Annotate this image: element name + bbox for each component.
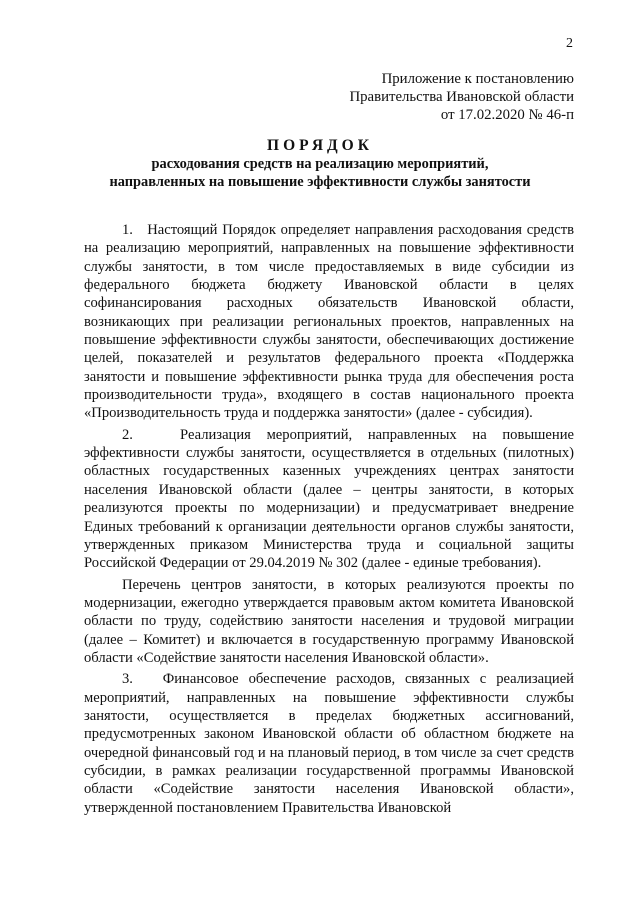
- document-title: [70, 136, 570, 191]
- paragraph-2: 2. Реализация мероприятий, направленных на повышение эффективности службы занятости, осуществляется в отдельных (пилотных) областных государственных казенных учреждениях центрах занятости населения Ивановской области (далее – центры занятости, в которых реализуются проекты по модернизации) и предусматривает внедрение Единых требований к организации деятельности органов службы занятости, утвержденных приказом Министерства труда и социальной защиты Российской Федерации от 29.04.2019 № 302 (далее - единые требования).: [84, 426, 574, 572]
- annex-line: Приложение к постановлению: [381, 71, 574, 87]
- document-body: [84, 221, 574, 820]
- title-main: ПОРЯДОК: [267, 137, 373, 154]
- annex-line: Правительства Ивановской области: [349, 89, 574, 105]
- paragraph-2-continued: Перечень центров занятости, в которых реализуются проекты по модернизации, ежегодно утверждается правовым актом комитета Ивановской области по труду, содействию занятости населения и трудовой миграции (далее – Комитет) и включается в государственную программу Ивановской области «Содействие занятости населения Ивановской области».: [84, 576, 574, 666]
- title-subtitle: направленных на повышение эффективности службы занятости: [109, 174, 531, 190]
- title-subtitle: расходования средств на реализацию мероприятий,: [151, 156, 489, 172]
- paragraph-1: 1. Настоящий Порядок определяет направления расходования средств на реализацию мероприятий, направленных на повышение эффективности службы занятости, в том числе предоставляемых в виде субсидии из федерального бюджета бюджету Ивановской области в целях софинансирования расходных обязательств Ивановской области, возникающих при реализации региональных проектов, направленных на повышение эффективности службы занятости, обеспечивающих достижение целей, показателей и результатов федерального проекта «Поддержка занятости и повышение эффективности рынка труда для обеспечения роста производительности труда», входящего в состав национального проекта «Производительность труда и поддержка занятости» (далее - субсидия).: [84, 222, 574, 422]
- annex-header: [274, 70, 574, 124]
- annex-date-line: от 17.02.2020 № 46-п: [440, 107, 574, 123]
- paragraph-3: 3. Финансовое обеспечение расходов, связанных с реализацией мероприятий, направленных на повышение эффективности службы занятости, осуществляется в пределах бюджетных ассигнований, предусмотренных законом Ивановской области об областном бюджете на очередной финансовый год и на плановый период, в том числе за счет средств субсидии, в рамках реализации государственной программы Ивановской области «Содействие занятости населения Ивановской области», утвержденной постановлением Правительства Ивановской: [84, 671, 574, 816]
- page-number: 2: [566, 36, 573, 51]
